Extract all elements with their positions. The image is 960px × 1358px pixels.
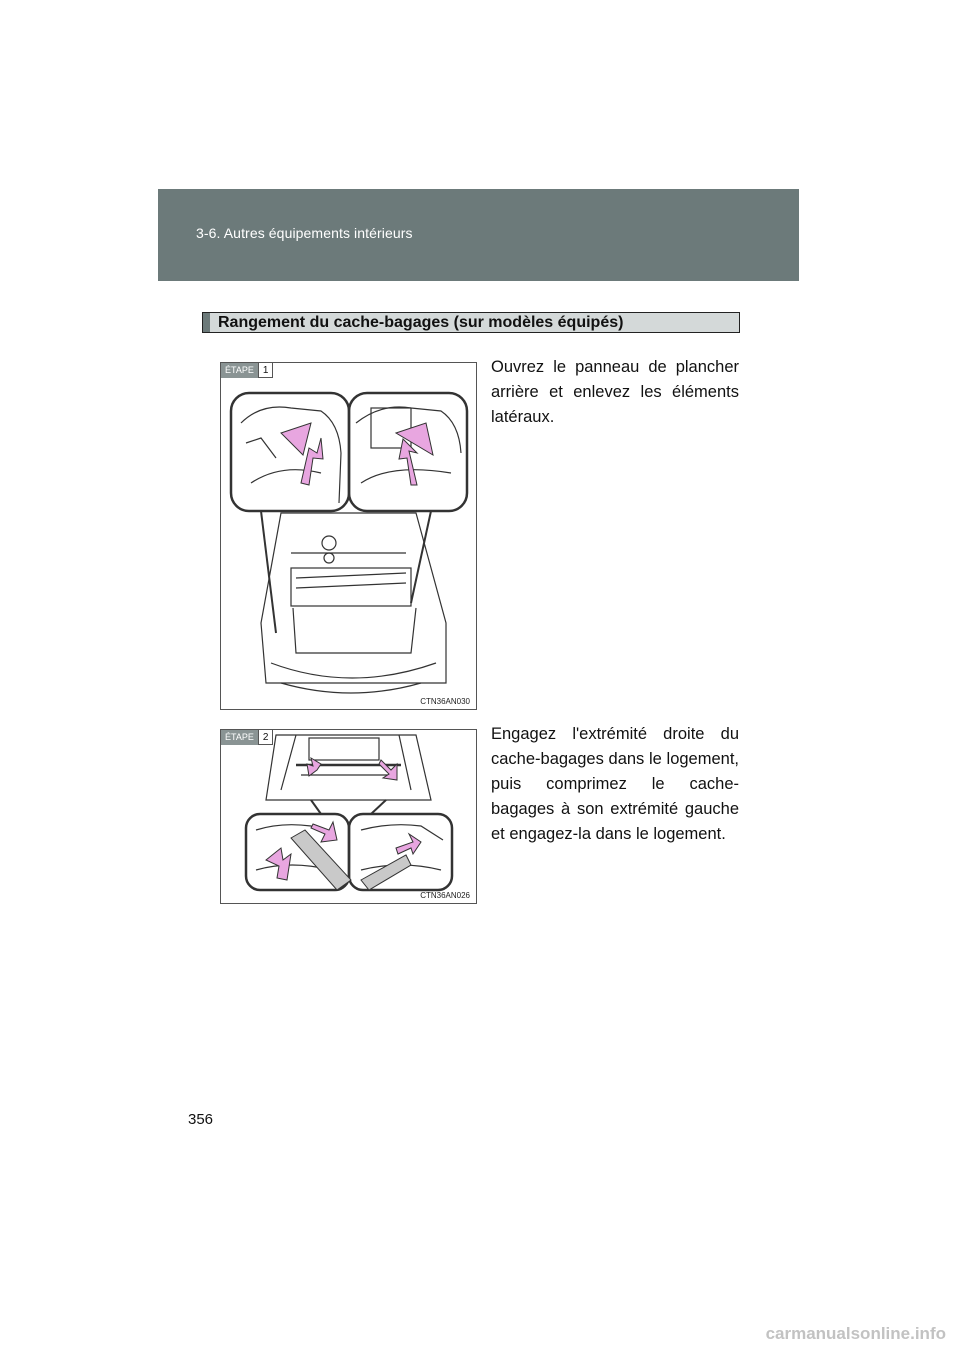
breadcrumb: 3-6. Autres équipements intérieurs	[196, 225, 413, 241]
step-2-text: Engagez l'extrémité droite du cache-bagages dans le logement, puis comprimez le cache-bagages à son extrémité gauche et engagez-la dans le logement.	[491, 725, 739, 843]
footer-watermark[interactable]: carmanualsonline.info	[765, 1324, 946, 1343]
step-badge-number: 1	[258, 363, 274, 378]
step-badge	[221, 363, 273, 378]
section-title: Rangement du cache-bagages (sur modèles équipés)	[218, 314, 624, 331]
step-1-figure	[220, 362, 477, 710]
page-number: 356	[188, 1111, 214, 1128]
step-badge-label: ÉTAPE	[221, 730, 258, 745]
section-title-bar	[203, 313, 210, 332]
figure-code: CTN36AN026	[420, 891, 470, 900]
step-2-illustration	[221, 730, 476, 903]
section-title-box	[202, 312, 740, 333]
step-badge-number: 2	[258, 730, 274, 745]
figure-code: CTN36AN030	[420, 697, 470, 706]
step-2-figure	[220, 729, 477, 904]
step-1-text: Ouvrez le panneau de plancher arrière et enlevez les éléments latéraux.	[491, 358, 739, 426]
step-1-illustration	[221, 363, 476, 709]
step-badge	[221, 730, 273, 745]
step-badge-label: ÉTAPE	[221, 363, 258, 378]
header-band	[158, 189, 799, 281]
